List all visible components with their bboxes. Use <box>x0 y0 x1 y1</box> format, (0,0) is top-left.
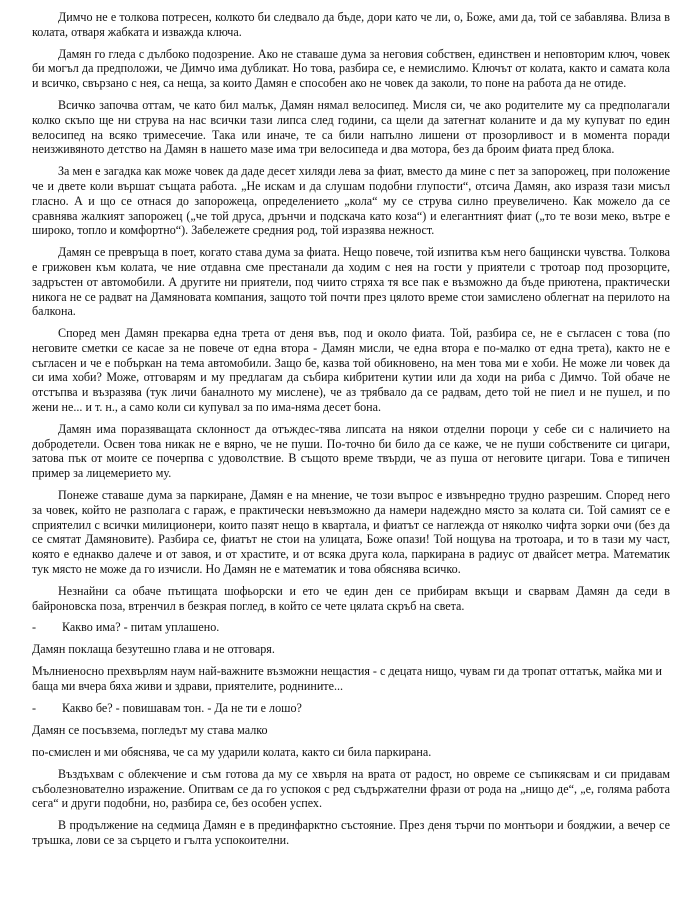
dialog-line <box>32 620 670 635</box>
paragraph <box>32 818 670 848</box>
paragraph <box>32 488 670 577</box>
paragraph-text: Какво има? - питам уплашено. <box>62 620 220 635</box>
paragraph-text: Дамян се превръща в поет, когато става дума за фиата. Нещо повече, той изпитва към него бащински чувства. Толкова е грижовен към колата, че ние отдавна сме престанали да ходим с нея на гости у приятели с тротоар под прозорците, задръстен от автомобили. А другите ни приятели, под чиито стряха тя все пак е възможно да бъде приютена, практически никога не се радват на Дамяновата компания, защото той почти през цялото време стои замислено облегнат на перилото на балкона. <box>32 245 670 319</box>
paragraph-text: Дамян има поразяващата склонност да отъждес-тява липсата на някои отделни пороци у себе си с наличието на добродетели. Освен това никак не е вярно, че не пуши. По-точно би било да се каже, че не пуши собствените си цигари, затова пък от моите се почерпва с удоволствие. В същото време твърди, че аз пуша от неговите цигари. Това е типичен пример за лицемерието му. <box>32 421 670 481</box>
paragraph <box>32 245 670 319</box>
paragraph <box>32 584 670 614</box>
paragraph-text: Понеже ставаше дума за паркиране, Дамян е на мнение, че този въпрос е извънредно трудно разрешим. Според него за човек, който не разполага с гараж, е практически невъзможно да намери надеждно място за колата си. Той самият се е сприятелил с всички милиционери, които пазят нещо в квартала, и фиатът се наглежда от няколко чифта зорки очи (без да се смятат Дамяновите). Разбира се, фиатът не стои на улицата, Боже опази! Той нощува на тротоара, и то в тази му част, която е еднакво далече и от завоя, и от храстите, и от всяка друга кола, паркирана в радиус от двайсет метра. Математик тук място не може да го изчисли. Но Дамян не е математик и това обяснява всичко. <box>32 488 670 576</box>
dialog-line <box>32 642 670 657</box>
paragraph-text: За мен е загадка как може човек да даде десет хиляди лева за фиат, вместо да мине с пет за запорожец, при положение че и двете коли вършат същата работа. „Не искам и да слушам подобни глупости“, отсича Дамян, ако изразя тази мисъл гласно. А и що се отнася до запорожеца, определението „кола“ му се струва силно преувеличено. Как можело да се сравнява жалкият запорожец („че той друса, дрънчи и подскача като коза“) и елегантният фиат („то те вози меко, вътре е широко, топло и комфортно“). Забележете средния род, той изразява нежност. <box>32 164 670 238</box>
paragraph-text: В продължение на седмица Дамян е в прединфарктно състояние. През деня търчи по монтьори и бояджии, а вечер се тръшка, лови се за сърцето и гълта успокоителни. <box>32 818 670 847</box>
paragraph-text: Какво бе? - повишавам тон. - Да не ти е лошо? <box>62 701 302 715</box>
paragraph-text: Всичко започва оттам, че като бил малък, Дамян нямал велосипед. Мисля си, че ако родителите му са предполагали колко скъпо ще ни струва на нас всички тази липса след години, са щели да затегнат коланите и да му купуват по един велосипед на всяко тримесечие. Така или иначе, те са били напълно лишени от прозорливост и в момента поради неизживяното детство на Дамян в нашето мазе има три велосипеда и два мотора, без да броим фиата пред блока. <box>32 98 670 157</box>
paragraph <box>32 47 670 91</box>
dialog-line <box>32 723 670 738</box>
paragraph-text: Според мен Дамян прекарва една трета от деня във, под и около фиата. Той, разбира се, не е съгласен с това (по неговите сметки се касае за не повече от една втора - Дамян мисли, че една втора е по-малко от една трета), както не е съгласен и че е побъркан на тема автомобили. Защо бе, казва той обикновено, на мен това ми е хоби. Не може ли човек да си има хоби? Може, отговарям и му предлагам да събира кибритени кутии или да ходи на риба с Димчо. Той обаче не отстъпва и възразява (тук личи баналното му мислене), че аз трябвало да се радвам, дето той не пиел и не пушел, и по жени не... и т. н., а само коли си купувал за по има-няма десет бона. <box>32 326 670 414</box>
dialog-dash: - <box>32 620 37 635</box>
paragraph-text: Мълниеносно прехвърлям наум най-важните възможни нещастия - с децата нищо, чувам ги да тропат оттатък, майка ми и баща ми вчера бяха живи и здрави, приятелите, роднините... <box>32 664 662 694</box>
paragraph-text: Дамян го гледа с дълбоко подозрение. Ако не ставаше дума за неговия собствен, единствен и неповторим ключ, човек би могъл да предположи, че Димчо има дубликат. Но това, разбира се, е немислимо. Ключът от колата, както и самата кола и всичко, свързано с нея, са неща, за които Дамян е способен ако не човек да заколи, то поне на работа да не отиде. <box>32 46 670 91</box>
paragraph <box>32 164 670 238</box>
paragraph-text: Незнайни са обаче пътищата шофьорски и ето че един ден се прибирам вкъщи и сварвам Дамян да седи в байроновска поза, втренчил в безкрая поглед, в който се чете цялата скръб на света. <box>32 583 670 613</box>
paragraph-text: Димчо не е толкова потресен, колкото би следвало да бъде, дори като че ли, о, Боже, ами да, той се забавлява. Влиза в колата, отваря жабката и изважда ключа. <box>32 10 670 39</box>
paragraph-text: Въздъхвам с облекчение и съм готова да му се хвърля на врата от радост, но овреме се съпикясвам и си придавам съболезнователно изражение. Опитвам се да го успокоя с ред съдържателни фрази от рода на „нищо де“, „е, голяма работа сега“ и други подобни, но, разбира се, без особен успех. <box>32 766 670 811</box>
paragraph <box>32 326 670 415</box>
paragraph <box>32 10 670 40</box>
paragraph <box>32 422 670 481</box>
paragraph <box>32 767 670 811</box>
paragraph-text: Дамян поклаща безутешно глава и не отговаря. <box>32 642 275 657</box>
dialog-dash: - <box>32 701 37 715</box>
dialog-line <box>32 701 670 716</box>
paragraph-text: по-смислен и ми обяснява, че са му ударили колата, както си била паркирана. <box>32 744 432 759</box>
paragraph <box>32 98 670 157</box>
document-body <box>32 10 670 848</box>
dialog-line <box>32 664 670 694</box>
dialog-line <box>32 745 670 760</box>
paragraph-text: Дамян се посъвзема, погледът му става малко <box>32 722 268 737</box>
